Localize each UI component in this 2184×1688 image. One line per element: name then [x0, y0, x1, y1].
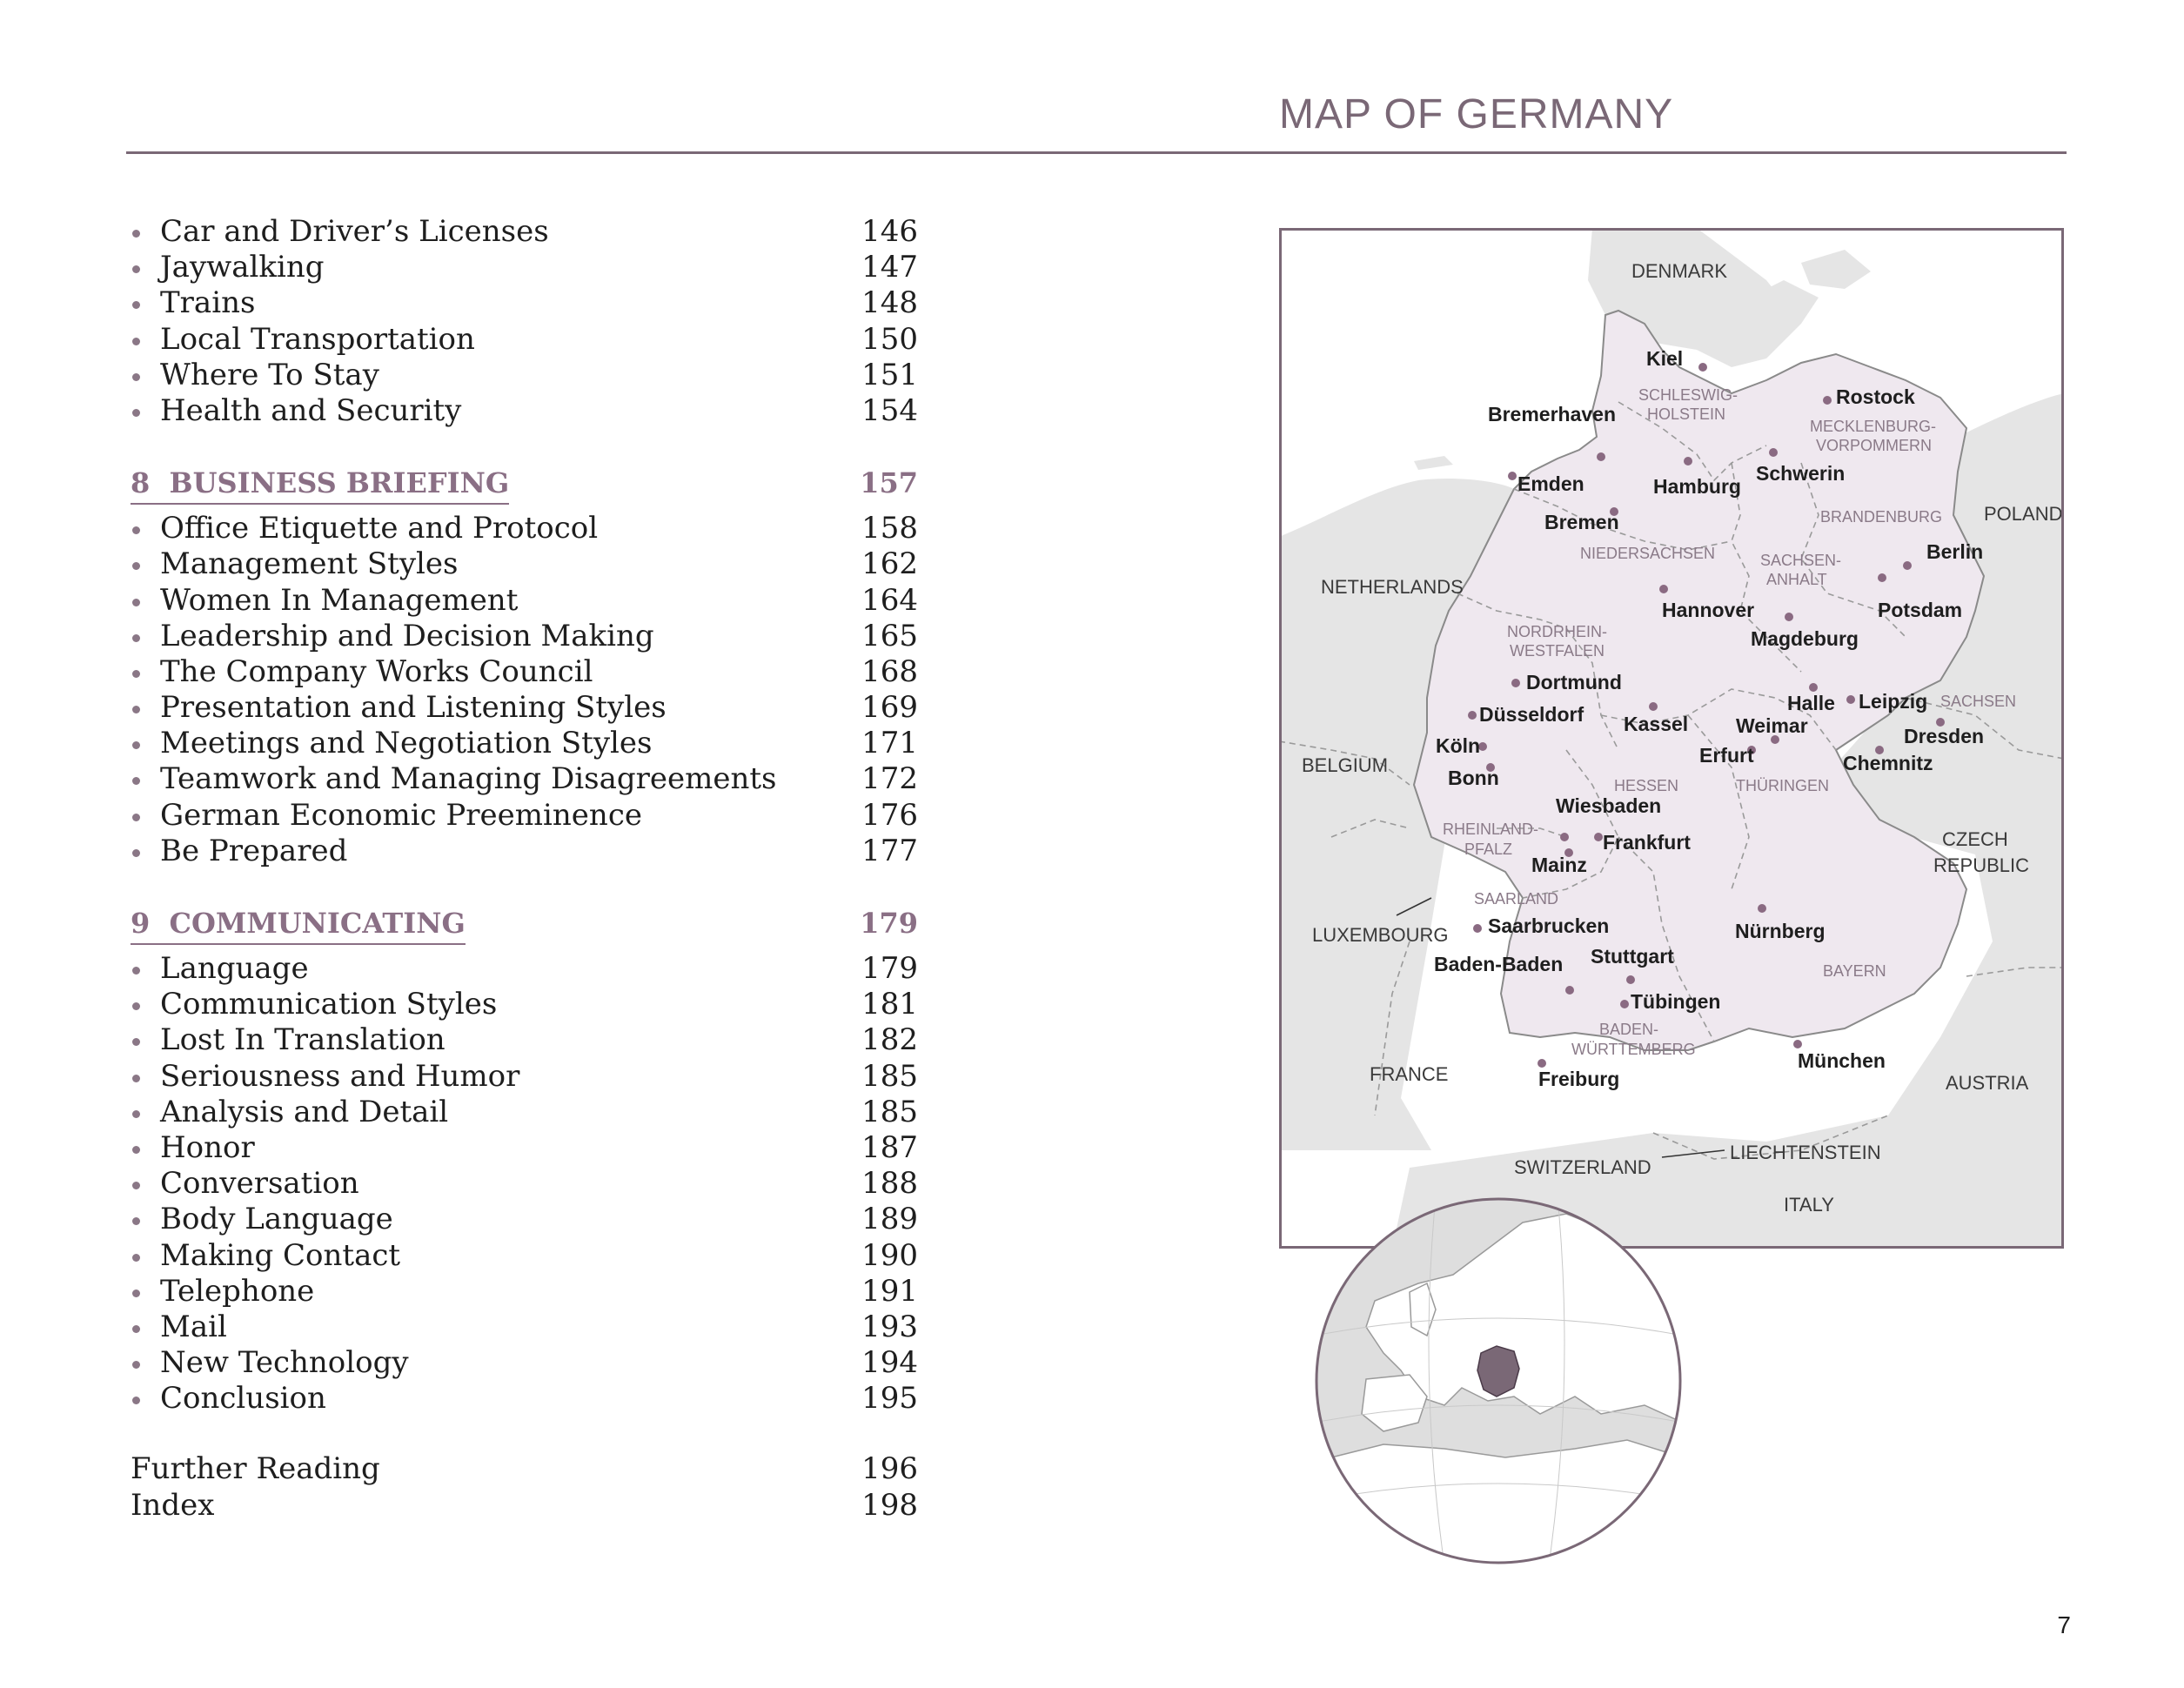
country-label-belgium: BELGIUM: [1302, 754, 1389, 776]
europe-locator-globe: [1314, 1196, 1683, 1565]
chapter-heading-text: [131, 465, 509, 505]
city-label-freiburg: Freiburg: [1538, 1068, 1620, 1090]
toc-entry: [131, 833, 918, 869]
toc-entry-label: Honor: [160, 1129, 255, 1165]
toc-entry-label: New Technology: [160, 1345, 409, 1381]
toc-entry: [131, 546, 918, 582]
state-label-brandenburg: BRANDENBURG: [1820, 508, 1943, 526]
toc-entry: [131, 250, 918, 285]
city-label-potsdam: Potsdam: [1878, 599, 1963, 621]
toc-entry-label: Language: [160, 951, 309, 986]
city-label-erfurt: Erfurt: [1699, 744, 1754, 767]
toc-entry-page: 169: [861, 690, 918, 726]
state-label-sachsen: SACHSEN: [1940, 693, 2017, 710]
bullet-icon: [132, 338, 140, 345]
bullet-icon: [132, 1289, 140, 1297]
country-label-poland: POLAND: [1984, 503, 2063, 525]
bullet-icon: [132, 1110, 140, 1118]
toc-entry: [131, 1381, 918, 1417]
state-label-sachsen-anhalt-2: ANHALT: [1766, 571, 1827, 588]
toc-entry-page: 193: [861, 1309, 918, 1344]
country-label-switzerland: SWITZERLAND: [1514, 1156, 1651, 1178]
toc-entry: [131, 987, 918, 1022]
state-label-nrw-2: WESTFALEN: [1510, 642, 1605, 660]
toc-entry-label: Office Etiquette and Protocol: [160, 511, 599, 546]
bullet-icon: [132, 967, 140, 975]
toc-entry: [131, 797, 918, 834]
state-label-bayern: BAYERN: [1823, 962, 1886, 980]
toc-entry-page: 198: [861, 1487, 918, 1523]
country-label-netherlands: NETHERLANDS: [1321, 576, 1464, 598]
country-label-france: FRANCE: [1370, 1063, 1449, 1085]
toc-entry: [131, 214, 918, 250]
toc-entry-label: Car and Driver’s Licenses: [160, 214, 549, 249]
toc-entry: [131, 357, 918, 393]
city-dot-rostock: [1823, 396, 1832, 405]
toc-entry-label: Management Styles: [160, 546, 459, 582]
toc-entry-page: 194: [861, 1345, 918, 1381]
city-label-saarbruecken: Saarbrucken: [1488, 914, 1610, 937]
toc-back-matter: [131, 1451, 918, 1523]
bullet-icon: [132, 599, 140, 606]
toc-entry-label: Analysis and Detail: [160, 1094, 449, 1129]
toc-entry-page: 171: [861, 726, 918, 761]
toc-entry-label: Trains: [160, 285, 256, 321]
city-label-halle: Halle: [1787, 692, 1835, 714]
city-label-muenchen: München: [1798, 1049, 1886, 1072]
country-label-czech-2: REPUBLIC: [1933, 854, 2030, 876]
toc-entry-page: 146: [861, 214, 918, 249]
toc-entry: [131, 951, 918, 987]
toc-entry: [131, 285, 918, 321]
city-label-schwerin: Schwerin: [1756, 462, 1846, 485]
toc-entry: [131, 1237, 918, 1274]
toc-entry: [131, 321, 918, 358]
city-dot-hannover: [1659, 585, 1668, 593]
bullet-icon: [132, 230, 140, 238]
toc-entry-label: Conversation: [160, 1166, 359, 1202]
toc-entry: [131, 1166, 918, 1202]
toc-entry-page: 191: [861, 1273, 918, 1309]
state-label-thueringen: THÜRINGEN: [1736, 777, 1829, 794]
city-label-tuebingen: Tübingen: [1631, 990, 1721, 1013]
toc-entry-label: Local Transportation: [160, 321, 475, 357]
city-label-stuttgart: Stuttgart: [1591, 945, 1674, 968]
city-label-chemnitz: Chemnitz: [1843, 752, 1933, 774]
toc-entry: [131, 511, 918, 546]
city-dot-duesseldorf: [1468, 711, 1477, 720]
city-dot-wiesbaden: [1560, 833, 1569, 841]
globe-germany-highlight: [1477, 1346, 1519, 1397]
toc-entry-page: 185: [861, 1058, 918, 1094]
city-label-hamburg: Hamburg: [1653, 475, 1741, 498]
toc-entry-page: 195: [861, 1381, 918, 1417]
bullet-icon: [132, 301, 140, 309]
state-label-hessen: HESSEN: [1614, 777, 1679, 794]
toc-entry: [131, 618, 918, 654]
toc-entry-label: Be Prepared: [160, 833, 348, 868]
toc-entry-label: Women In Management: [160, 582, 519, 618]
city-dot-saarbruecken: [1473, 924, 1482, 933]
bullet-icon: [132, 634, 140, 642]
state-label-rheinland: RHEINLAND-: [1443, 821, 1539, 838]
toc-entry-page: 168: [861, 653, 918, 689]
country-label-austria: AUSTRIA: [1946, 1072, 2029, 1094]
bullet-icon: [132, 1075, 140, 1082]
city-dot-hamburg: [1684, 457, 1692, 466]
title-rule: [126, 151, 2067, 154]
bullet-icon: [132, 814, 140, 821]
toc-entry-page: 189: [861, 1202, 918, 1237]
toc-entry-page: 164: [861, 582, 918, 618]
chapter-number: 9: [131, 907, 151, 940]
toc-entry-label: Health and Security: [160, 392, 462, 428]
toc-entry-page: 179: [861, 951, 918, 986]
bullet-icon: [132, 409, 140, 417]
city-label-baden-baden: Baden-Baden: [1434, 953, 1564, 975]
toc-chapters: [131, 465, 918, 1417]
bullet-icon: [132, 562, 140, 570]
toc-entry-page: 188: [861, 1166, 918, 1202]
bullet-icon: [132, 526, 140, 534]
bullet-icon: [132, 1038, 140, 1046]
city-label-rostock: Rostock: [1836, 385, 1915, 408]
toc-entry: [131, 1345, 918, 1381]
city-label-leipzig: Leipzig: [1859, 690, 1928, 713]
toc-entry-label: Jaywalking: [160, 250, 325, 285]
city-label-hannover: Hannover: [1662, 599, 1755, 621]
toc-entry-page: 151: [861, 357, 918, 392]
city-label-kassel: Kassel: [1624, 713, 1689, 735]
toc-entry: [131, 761, 918, 797]
toc-entry-label: Teamwork and Managing Disagreements: [160, 761, 777, 797]
toc-entry-label: Where To Stay: [160, 357, 379, 392]
toc-entry-label: Further Reading: [131, 1451, 380, 1487]
city-dot-nuernberg: [1758, 904, 1766, 913]
city-dot-freiburg: [1538, 1059, 1546, 1068]
toc-continued-items: [131, 214, 918, 429]
germany-map: [1279, 228, 2064, 1249]
toc-entry-page: 158: [861, 511, 918, 546]
toc-entry-label: Making Contact: [160, 1237, 401, 1273]
bullet-icon: [132, 1254, 140, 1262]
bullet-icon: [132, 777, 140, 785]
state-label-mecklenburg: MECKLENBURG-: [1810, 418, 1937, 435]
bullet-icon: [132, 670, 140, 678]
toc-entry-label: Leadership and Decision Making: [160, 618, 654, 653]
city-dot-muenchen: [1793, 1040, 1802, 1048]
bullet-icon: [132, 706, 140, 713]
chapter-number: 8: [131, 466, 151, 500]
state-label-bw: BADEN-: [1599, 1021, 1659, 1038]
toc-entry-page: 187: [861, 1129, 918, 1165]
toc-entry: [131, 1094, 918, 1130]
city-dot-kassel: [1649, 702, 1658, 711]
toc-entry-page: 185: [861, 1094, 918, 1129]
city-label-dresden: Dresden: [1904, 725, 1985, 747]
toc-back-entry: [131, 1487, 918, 1524]
toc-entry-label: Seriousness and Humor: [160, 1058, 520, 1094]
chapter-title: BUSINESS BRIEFING: [169, 466, 510, 500]
page-number: 7: [2057, 1611, 2071, 1638]
state-label-saarland: SAARLAND: [1474, 890, 1559, 908]
bullet-icon: [132, 849, 140, 857]
toc-entry: [131, 1202, 918, 1237]
state-label-mecklenburg-2: VORPOMMERN: [1816, 437, 1933, 454]
city-dot-dortmund: [1511, 679, 1520, 687]
toc-back-entry: [131, 1451, 918, 1487]
toc-entry-page: 148: [861, 285, 918, 321]
country-label-liechtenstein: LIECHTENSTEIN: [1730, 1142, 1881, 1163]
city-label-kiel: Kiel: [1646, 347, 1684, 370]
city-dot-kiel: [1698, 363, 1707, 372]
toc-entry-label: Meetings and Negotiation Styles: [160, 726, 653, 761]
toc-entry-page: 196: [861, 1451, 918, 1487]
toc-entry-label: Lost In Translation: [160, 1022, 446, 1058]
toc-entry-label: Communication Styles: [160, 987, 498, 1022]
toc-entry-page: 162: [861, 546, 918, 582]
toc-entry: [131, 1309, 918, 1345]
state-label-schleswig: SCHLESWIG-: [1638, 386, 1738, 404]
city-dot-baden-baden: [1565, 986, 1574, 995]
city-label-mainz: Mainz: [1531, 854, 1587, 876]
toc-entry-page: 172: [861, 761, 918, 797]
toc-entry-page: 177: [861, 833, 918, 868]
toc-entry-page: 147: [861, 250, 918, 285]
city-label-dortmund: Dortmund: [1526, 671, 1622, 693]
chapter-title: COMMUNICATING: [169, 907, 466, 940]
country-label-italy: ITALY: [1784, 1194, 1834, 1216]
city-label-duesseldorf: Düsseldorf: [1479, 703, 1584, 726]
toc-entry-page: 150: [861, 321, 918, 357]
page-title: MAP OF GERMANY: [1279, 91, 1674, 137]
toc-entry: [131, 1058, 918, 1095]
toc-entry: [131, 392, 918, 429]
toc-entry-page: 181: [861, 987, 918, 1022]
city-label-nuernberg: Nürnberg: [1735, 920, 1826, 942]
city-dot-potsdam: [1878, 573, 1886, 582]
toc-entry-label: Telephone: [160, 1273, 315, 1309]
city-dot-berlin: [1903, 561, 1912, 570]
city-label-emden: Emden: [1517, 472, 1584, 495]
state-label-sachsen-anhalt: SACHSEN-: [1760, 552, 1842, 569]
city-dot-stuttgart: [1626, 975, 1635, 984]
toc-entry-label: Index: [131, 1487, 215, 1523]
chapter-page: 157: [860, 466, 918, 500]
bullet-icon: [132, 1217, 140, 1225]
state-label-rheinland-2: PFALZ: [1464, 841, 1513, 858]
toc-entry-label: Presentation and Listening Styles: [160, 690, 667, 726]
state-label-schleswig-2: HOLSTEIN: [1647, 405, 1726, 423]
city-dot-tuebingen: [1620, 1000, 1629, 1008]
country-label-denmark: DENMARK: [1631, 260, 1728, 282]
bullet-icon: [132, 1146, 140, 1154]
chapter-heading: [131, 465, 918, 501]
toc-entry: [131, 582, 918, 619]
city-label-bremerhaven: Bremerhaven: [1488, 403, 1617, 425]
bullet-icon: [132, 1361, 140, 1369]
city-dot-leipzig: [1846, 695, 1855, 704]
toc-entry-label: Mail: [160, 1309, 227, 1344]
city-label-bonn: Bonn: [1448, 767, 1499, 789]
bullet-icon: [132, 1002, 140, 1010]
chapter-heading-text: [131, 905, 466, 945]
bullet-icon: [132, 1182, 140, 1189]
toc-entry-label: Conclusion: [160, 1381, 326, 1417]
city-label-magdeburg: Magdeburg: [1751, 627, 1859, 650]
city-dot-halle: [1809, 683, 1818, 692]
toc-entry-page: 190: [861, 1237, 918, 1273]
toc-entry: [131, 653, 918, 690]
toc-entry-label: Body Language: [160, 1202, 393, 1237]
city-label-koeln: Köln: [1436, 734, 1481, 757]
bullet-icon: [132, 1325, 140, 1333]
city-label-berlin: Berlin: [1926, 540, 1984, 563]
city-label-frankfurt: Frankfurt: [1603, 831, 1691, 854]
toc-entry-label: German Economic Preeminence: [160, 797, 642, 833]
bullet-icon: [132, 265, 140, 273]
toc-entry-page: 182: [861, 1022, 918, 1058]
toc-entry-page: 154: [861, 392, 918, 428]
chapter-page: 179: [860, 907, 918, 940]
toc-entry: [131, 690, 918, 726]
globe-land-africa: [1314, 1440, 1683, 1565]
country-label-czech: CZECH: [1942, 828, 2008, 850]
city-dot-magdeburg: [1785, 613, 1793, 621]
toc-entry: [131, 1129, 918, 1166]
city-label-wiesbaden: Wiesbaden: [1556, 794, 1662, 817]
toc-entry-page: 165: [861, 618, 918, 653]
city-dot-frankfurt: [1594, 833, 1603, 841]
bullet-icon: [132, 1397, 140, 1404]
chapter-heading: [131, 905, 918, 941]
city-label-weimar: Weimar: [1736, 714, 1808, 737]
bullet-icon: [132, 373, 140, 381]
toc-entry-label: The Company Works Council: [160, 653, 593, 689]
city-label-bremen: Bremen: [1544, 511, 1619, 533]
toc-entry: [131, 1273, 918, 1310]
state-label-niedersachsen: NIEDERSACHSEN: [1580, 545, 1716, 562]
city-dot-schwerin: [1769, 448, 1778, 457]
bullet-icon: [132, 741, 140, 749]
toc-entry: [131, 1022, 918, 1058]
toc-entry-page: 176: [861, 797, 918, 833]
state-label-bw-2: WÜRTTEMBERG: [1571, 1041, 1696, 1058]
toc-entry: [131, 726, 918, 761]
city-dot-emden: [1508, 472, 1517, 480]
table-of-contents: [131, 214, 918, 1524]
city-dot-bremerhaven: [1597, 452, 1605, 461]
state-label-nrw: NORDRHEIN-: [1507, 623, 1607, 640]
country-label-luxembourg: LUXEMBOURG: [1312, 924, 1449, 946]
